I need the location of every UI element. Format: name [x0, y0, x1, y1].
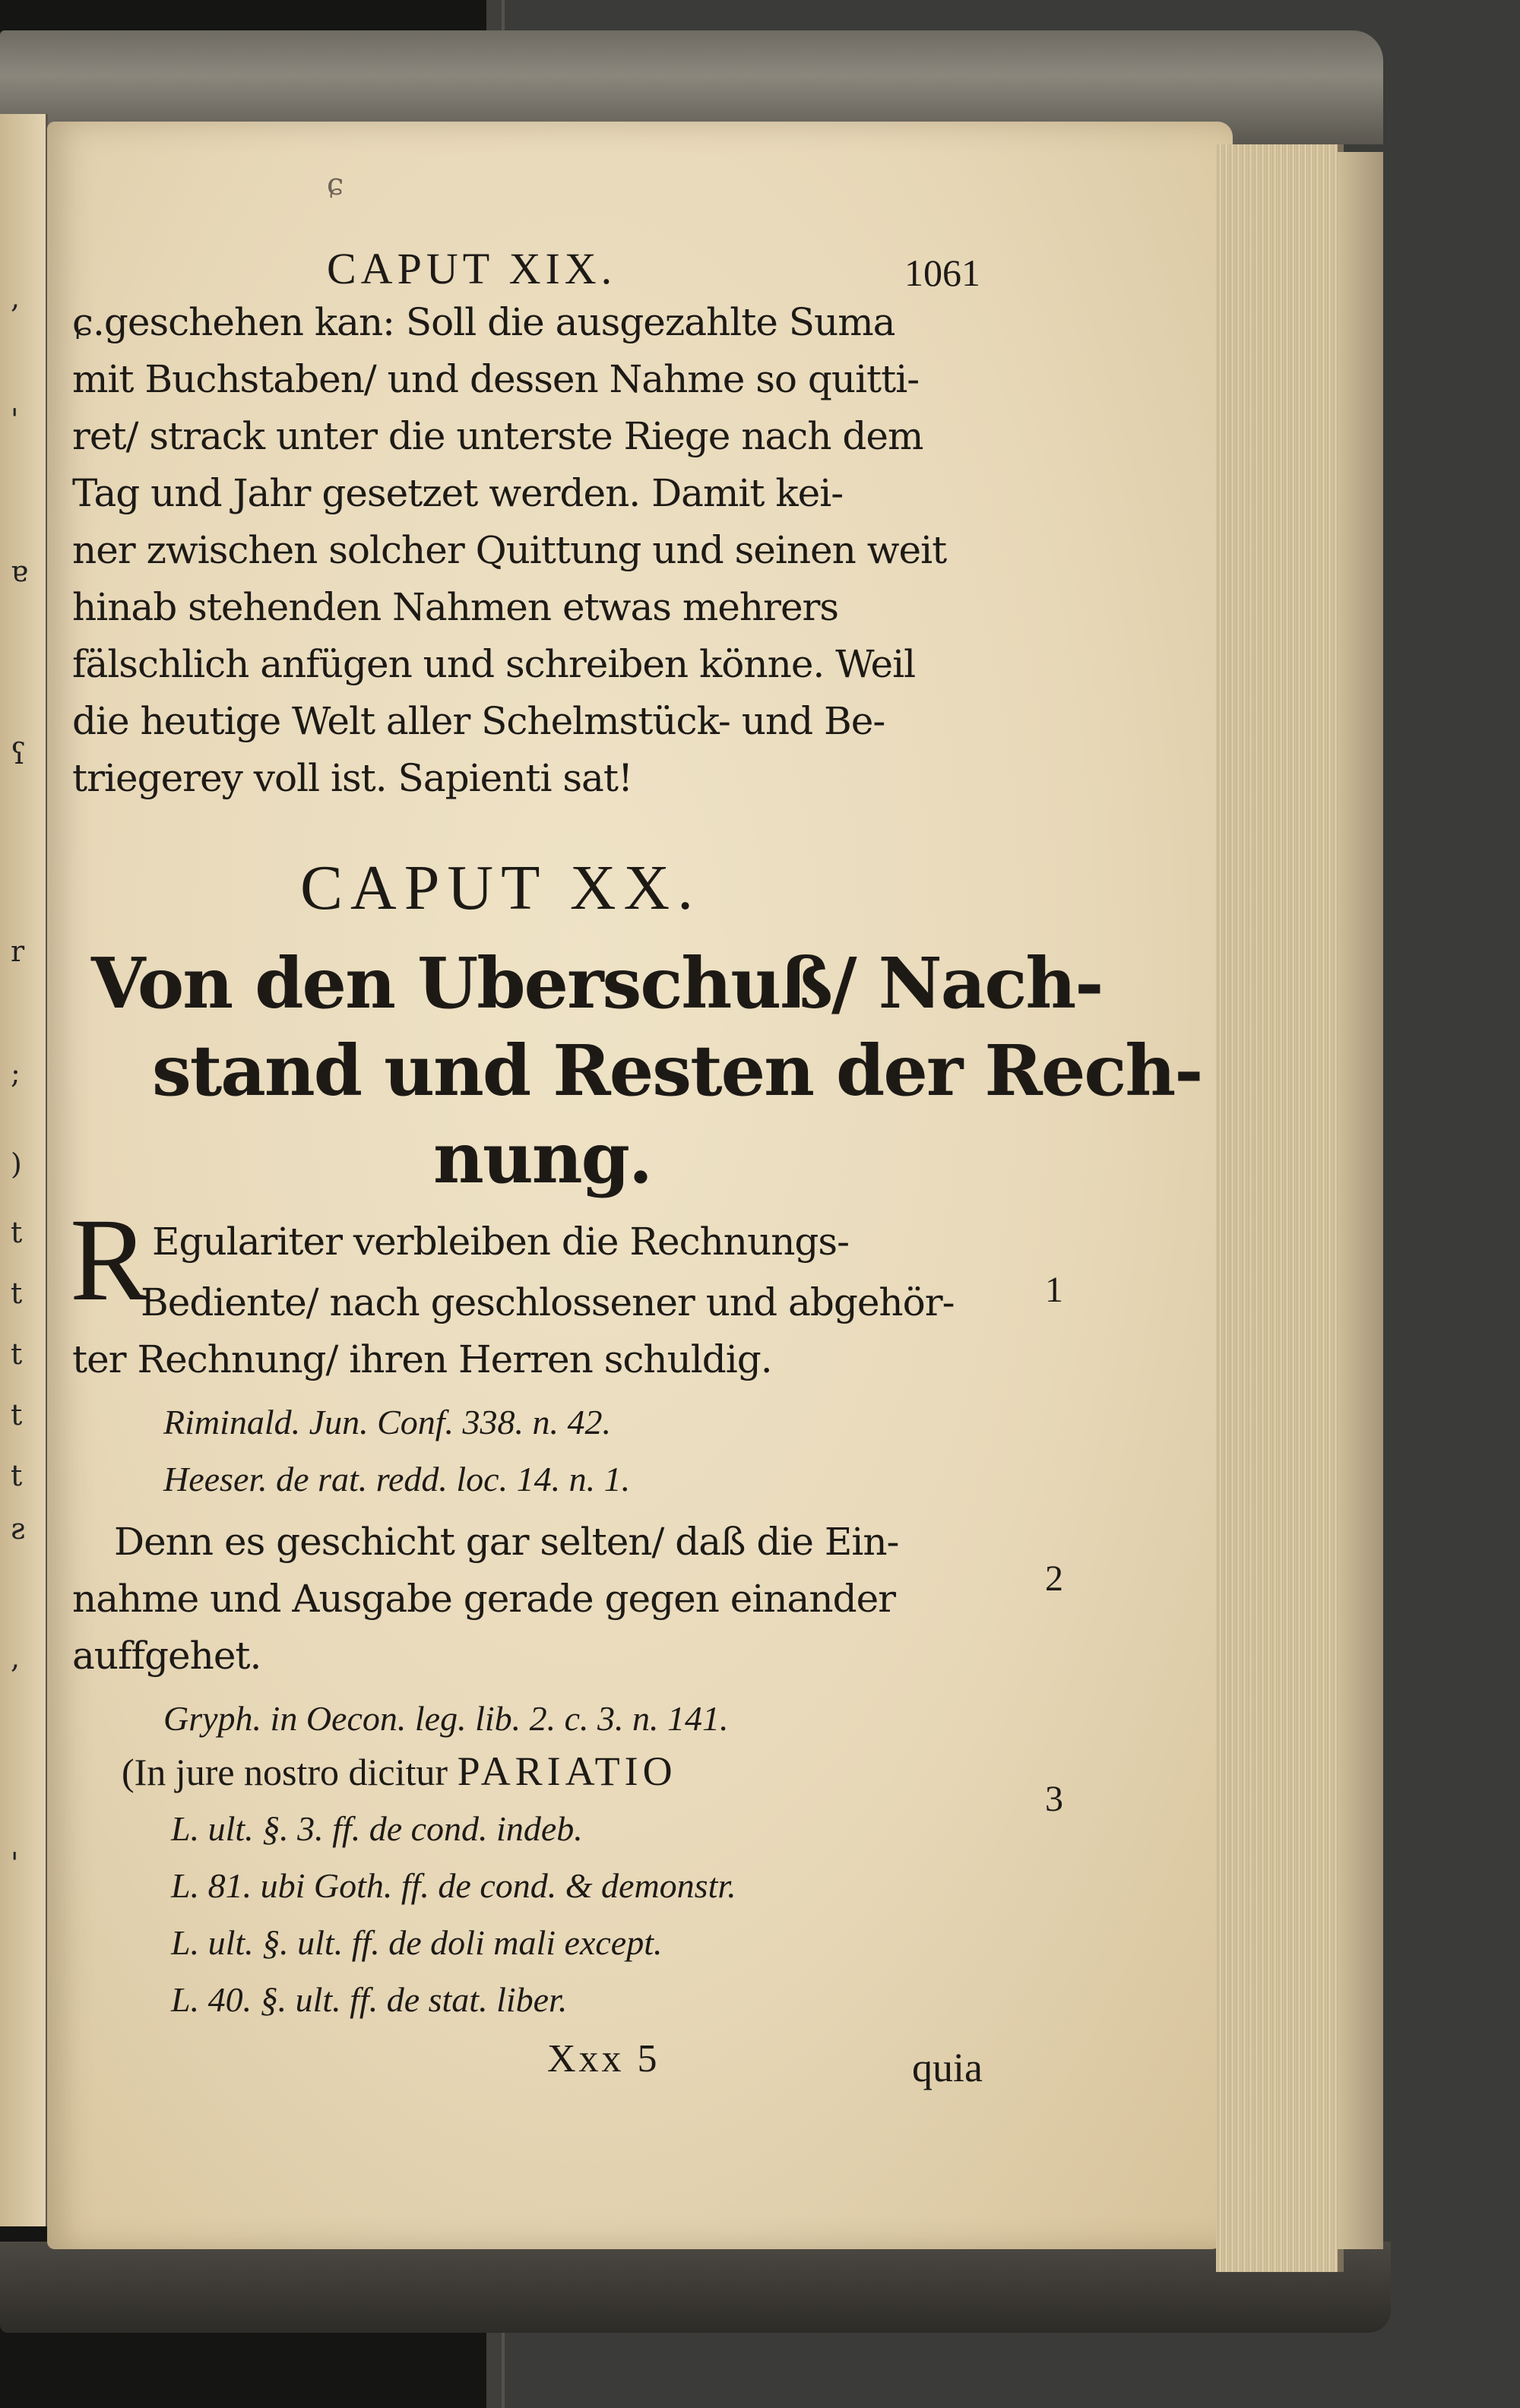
prev-page-mark: t	[11, 1277, 23, 1310]
prev-page-mark: '	[11, 1846, 19, 1880]
text-line: Bediente/ nach geschlossener und abgehör-	[141, 1280, 955, 1324]
chapter-heading-line: Von den Uberschuß/ Nach-	[91, 942, 1103, 1024]
page-block-outer	[1338, 152, 1383, 2249]
latin-term: PARIATIO	[457, 1748, 677, 1794]
drop-cap: R	[70, 1194, 150, 1325]
text-line: auffgehet.	[72, 1634, 261, 1678]
prev-page-mark: ʕ	[11, 737, 27, 770]
chapter-title: CAPUT XX.	[300, 853, 701, 923]
prev-page-mark: ;	[11, 1056, 21, 1090]
page-number: 1061	[904, 252, 980, 294]
running-head: CAPUT XIX.	[327, 244, 617, 293]
text-line: die heutige Welt aller Schelmstück- und Be-	[72, 699, 885, 743]
citation: L. ult. §. 3. ff. de cond. indeb.	[171, 1809, 583, 1848]
text-line: Denn es geschicht gar selten/ daß die Ein-	[114, 1520, 899, 1564]
text-line: ter Rechnung/ ihren Herren schuldig.	[72, 1337, 772, 1381]
margin-note-number: 2	[1045, 1558, 1063, 1599]
citation: Heeser. de rat. redd. loc. 14. n. 1.	[163, 1460, 631, 1498]
book-cover-bottom	[0, 2242, 1391, 2333]
text-line: ɕ.geschehen kan: Soll die ausgezahlte Suma	[72, 300, 895, 344]
text-line: triegerey voll ist. Sapienti sat!	[72, 756, 633, 800]
catchword: quia	[912, 2045, 983, 2090]
citation: Gryph. in Oecon. leg. lib. 2. c. 3. n. 141.	[163, 1699, 729, 1738]
latin-line-prefix: (In jure nostro dicitur	[122, 1751, 448, 1793]
chapter-heading-line: stand und Resten der Rech-	[152, 1030, 1202, 1112]
prev-page-mark: r	[11, 935, 25, 968]
prev-page-mark: ,	[11, 1641, 21, 1675]
prev-page-mark: t	[11, 1337, 23, 1371]
citation: Riminald. Jun. Conf. 338. n. 42.	[163, 1403, 612, 1441]
previous-page-edge	[0, 114, 48, 2226]
text-line: Egulariter verbleiben die Rechnungs-	[152, 1220, 849, 1264]
signature-mark: Xxx 5	[547, 2037, 660, 2080]
text-line: Tag und Jahr gesetzet werden. Damit kei-	[72, 471, 844, 515]
prev-page-mark: ƨ	[11, 1512, 26, 1546]
prev-page-mark: t	[11, 1216, 23, 1249]
text-line: hinab stehenden Nahmen etwas mehrers	[72, 585, 839, 629]
prev-page-mark: )	[11, 1147, 22, 1181]
prev-page-mark: '	[11, 403, 19, 436]
text-line: nahme und Ausgabe gerade gegen einander	[72, 1577, 896, 1621]
text-line: ner zwischen solcher Quittung und seinen weit	[72, 528, 947, 572]
prev-page-mark: ɐ	[11, 555, 28, 588]
decorative-mark: ɕ	[327, 167, 344, 202]
citation: L. 81. ubi Goth. ff. de cond. & demonstr.	[171, 1866, 736, 1905]
margin-note-number: 3	[1045, 1779, 1063, 1819]
citation: L. ult. §. ult. ff. de doli mali except.	[171, 1923, 663, 1962]
text-line: fälschlich anfügen und schreiben könne. Weil	[72, 642, 916, 686]
chapter-heading-line: nung.	[433, 1117, 652, 1199]
latin-line	[122, 1748, 677, 1795]
text-line: mit Buchstaben/ und dessen Nahme so quitti-	[72, 357, 920, 401]
prev-page-mark: t	[11, 1459, 23, 1492]
page-block-edges	[1216, 144, 1344, 2272]
prev-page-mark: ,	[11, 281, 21, 315]
text-line: ret/ strack unter die unterste Riege nach dem	[72, 414, 923, 458]
prev-page-mark: t	[11, 1398, 23, 1432]
margin-note-number: 1	[1045, 1270, 1063, 1310]
citation: L. 40. §. ult. ff. de stat. liber.	[171, 1980, 568, 2019]
